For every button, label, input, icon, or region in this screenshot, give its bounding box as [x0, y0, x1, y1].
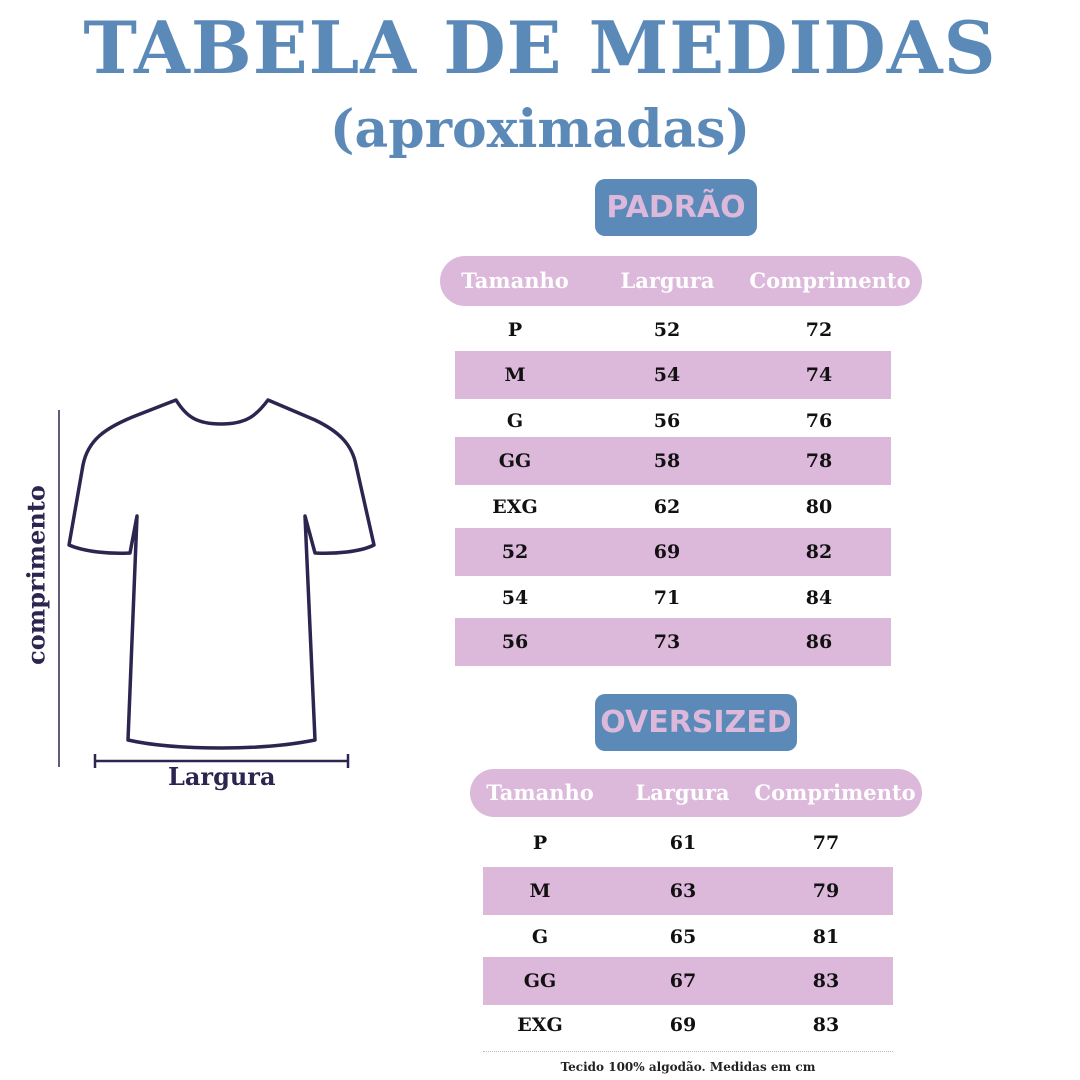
column-header-width: Largura — [635, 780, 730, 805]
footer-divider — [483, 1051, 893, 1052]
cell-length: 83 — [812, 970, 840, 992]
column-header-length: Comprimento — [754, 780, 916, 805]
table-row — [455, 574, 891, 622]
cell-size: G — [506, 410, 524, 432]
table-row — [483, 913, 893, 961]
padrao-badge: PADRÃO — [595, 179, 757, 236]
cell-width: 67 — [669, 970, 697, 992]
table-row — [455, 618, 891, 666]
cell-width: 61 — [669, 832, 697, 854]
oversized-badge: OVERSIZED — [595, 694, 797, 751]
cell-width: 54 — [653, 364, 681, 386]
cell-size: M — [529, 880, 551, 902]
column-header-size: Tamanho — [486, 780, 594, 805]
cell-size: M — [504, 364, 526, 386]
page-title: TABELA DE MEDIDAS — [83, 5, 997, 90]
cell-width: 52 — [653, 319, 681, 341]
table-row — [483, 819, 893, 867]
t-shirt-outline-icon — [0, 390, 400, 810]
table-row — [455, 483, 891, 531]
cell-size: EXG — [492, 496, 538, 518]
cell-size: G — [531, 926, 549, 948]
cell-size: GG — [498, 450, 532, 472]
column-header-width: Largura — [620, 268, 715, 293]
cell-width: 56 — [653, 410, 681, 432]
cell-length: 74 — [805, 364, 833, 386]
cell-length: 78 — [805, 450, 833, 472]
cell-width: 71 — [653, 587, 681, 609]
cell-size: 56 — [501, 631, 529, 653]
cell-length: 83 — [812, 1014, 840, 1036]
oversized-table-header — [470, 769, 922, 817]
cell-length: 81 — [812, 926, 840, 948]
footer-note: Tecido 100% algodão. Medidas em cm — [560, 1060, 816, 1074]
column-header-length: Comprimento — [749, 268, 911, 293]
cell-size: P — [507, 319, 523, 341]
cell-size: GG — [523, 970, 557, 992]
cell-size: 52 — [501, 541, 529, 563]
table-row — [455, 528, 891, 576]
cell-length: 84 — [805, 587, 833, 609]
cell-length: 86 — [805, 631, 833, 653]
cell-size: 54 — [501, 587, 529, 609]
page-subtitle: (aproximadas) — [329, 99, 751, 160]
column-header-size: Tamanho — [461, 268, 569, 293]
cell-length: 72 — [805, 319, 833, 341]
padrao-table-header — [440, 256, 922, 306]
cell-length: 77 — [812, 832, 840, 854]
length-label: comprimento — [21, 485, 51, 665]
cell-size: P — [532, 832, 548, 854]
cell-width: 65 — [669, 926, 697, 948]
cell-width: 73 — [653, 631, 681, 653]
table-row — [483, 867, 893, 915]
cell-length: 79 — [812, 880, 840, 902]
cell-length: 82 — [805, 541, 833, 563]
cell-width: 58 — [653, 450, 681, 472]
cell-size: EXG — [517, 1014, 563, 1036]
table-row — [455, 351, 891, 399]
cell-width: 63 — [669, 880, 697, 902]
table-row — [455, 306, 891, 354]
cell-length: 80 — [805, 496, 833, 518]
table-row — [483, 957, 893, 1005]
width-label: Largura — [168, 762, 276, 791]
cell-width: 62 — [653, 496, 681, 518]
cell-length: 76 — [805, 410, 833, 432]
cell-width: 69 — [669, 1014, 697, 1036]
table-row — [455, 437, 891, 485]
cell-width: 69 — [653, 541, 681, 563]
table-row — [483, 1001, 893, 1049]
